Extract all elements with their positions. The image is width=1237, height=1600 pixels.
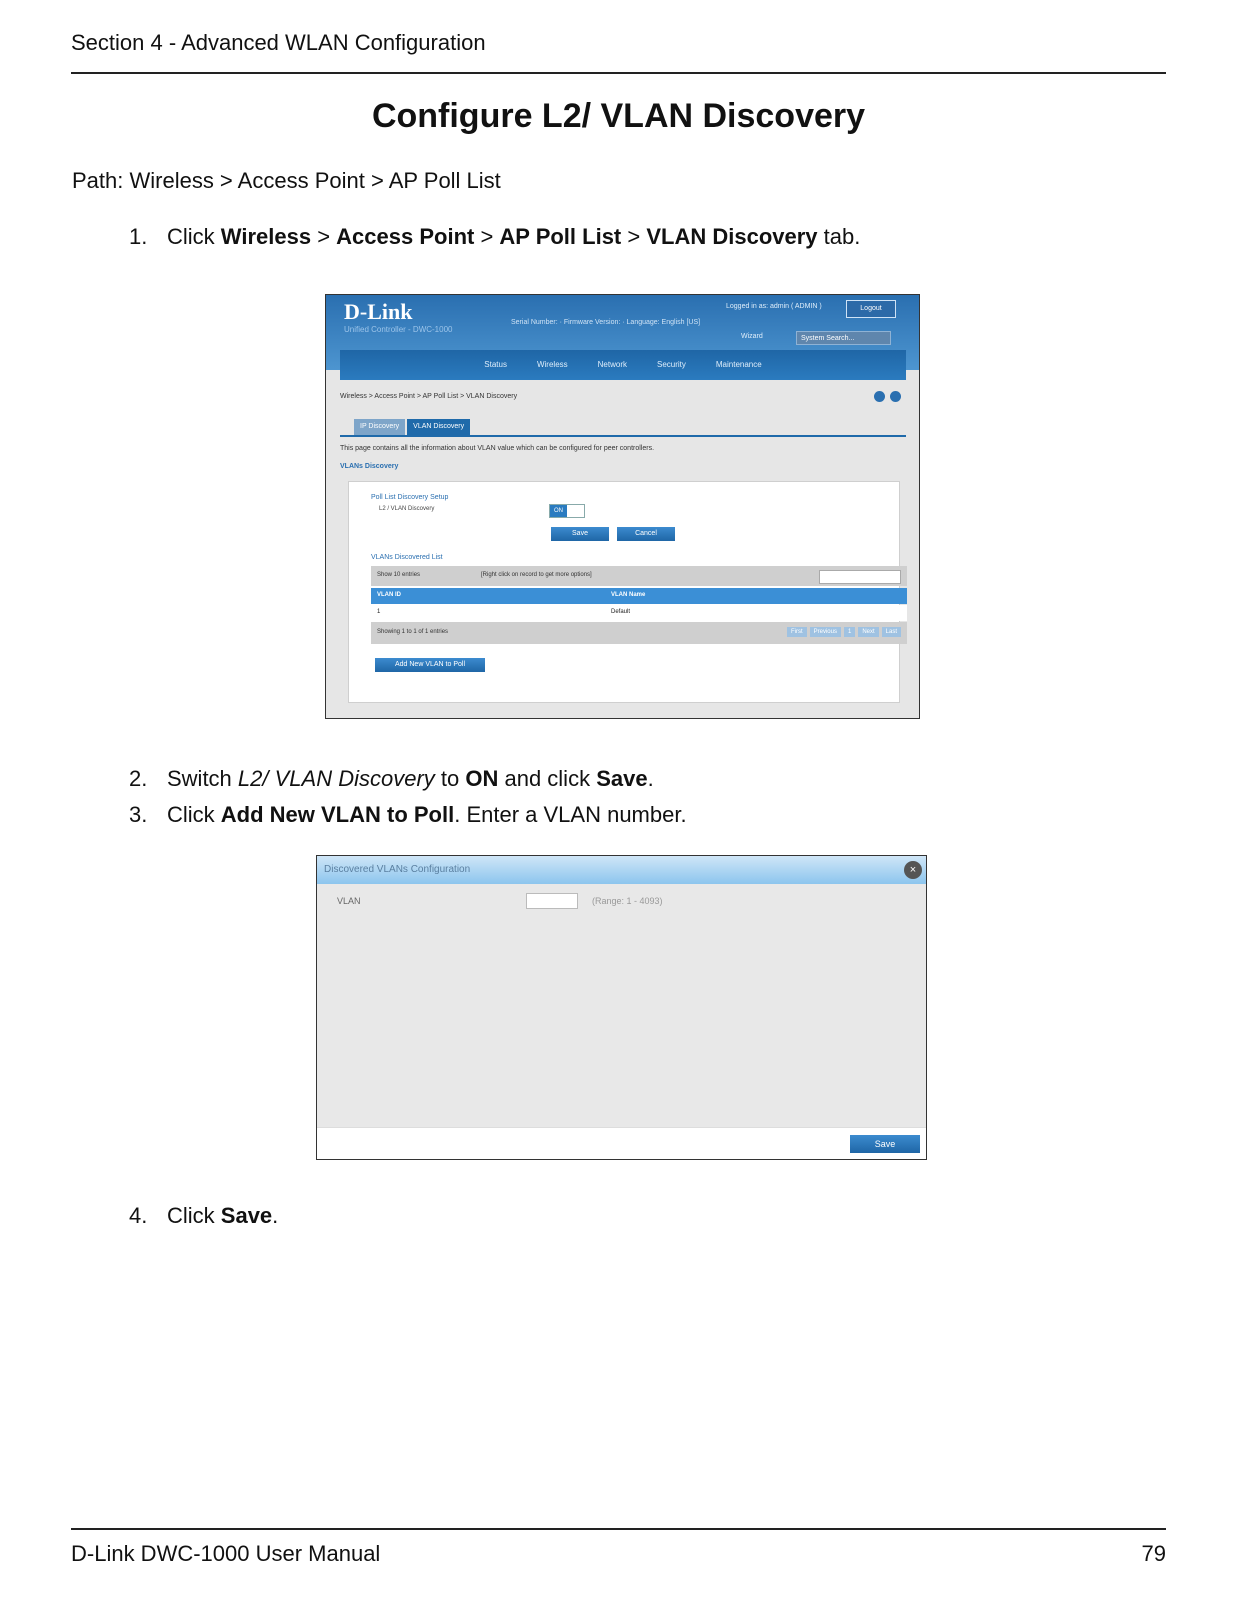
page-description: This page contains all the information about VLAN value which can be configured for peer controllers. xyxy=(340,445,655,452)
tab-vlan-discovery[interactable]: VLAN Discovery xyxy=(407,419,470,435)
header-rule xyxy=(71,72,1166,74)
nav-wireless[interactable]: Wireless xyxy=(536,360,568,369)
showing-count: Showing 1 to 1 of 1 entries xyxy=(377,629,449,635)
login-info: Logged in as: admin ( ADMIN ) xyxy=(726,303,822,310)
l2-discovery-label: L2 / VLAN Discovery xyxy=(379,506,435,512)
section-header: Section 4 - Advanced WLAN Configuration xyxy=(71,30,486,55)
manual-title: D-Link DWC-1000 User Manual xyxy=(71,1541,381,1566)
serial-info: Serial Number: · Firmware Version: · Language: English [US] xyxy=(511,319,701,326)
tab-ip-discovery[interactable]: IP Discovery xyxy=(354,419,405,435)
show-entries-select[interactable]: Show 10 entries xyxy=(377,572,421,578)
navigation-path: Path: Wireless > Access Point > AP Poll List xyxy=(72,168,501,193)
dialog-save-button[interactable]: Save xyxy=(850,1135,920,1153)
nav-network[interactable]: Network xyxy=(597,360,627,369)
wizard-link[interactable]: Wizard xyxy=(741,333,763,340)
pager-first[interactable]: First xyxy=(787,627,807,637)
system-search-input[interactable]: System Search... xyxy=(796,331,891,345)
nav-maintenance[interactable]: Maintenance xyxy=(715,360,762,369)
col-vlan-name[interactable]: VLAN Name xyxy=(611,592,646,598)
dialog-footer xyxy=(317,1127,926,1159)
dialog-title: Discovered VLANs Configuration xyxy=(324,864,471,875)
setup-title: Poll List Discovery Setup xyxy=(371,494,449,501)
logo-subtitle: Unified Controller - DWC-1000 xyxy=(344,325,453,334)
col-vlan-id[interactable]: VLAN ID xyxy=(377,592,401,598)
row-vlan-name: Default xyxy=(611,609,631,615)
step-4: 4. Click Save. xyxy=(129,1203,279,1228)
pager-previous[interactable]: Previous xyxy=(810,627,841,637)
tab-bar xyxy=(354,419,470,435)
close-icon[interactable]: × xyxy=(904,861,922,879)
vlan-discovery-screenshot xyxy=(325,294,920,719)
pager-next[interactable]: Next xyxy=(858,627,878,637)
step-1: 1. Click Wireless > Access Point > AP Poll List > VLAN Discovery tab. xyxy=(129,224,861,249)
footer-rule xyxy=(71,1528,1166,1530)
pagination xyxy=(787,627,901,637)
help-icon[interactable] xyxy=(874,391,885,402)
discovery-panel xyxy=(348,481,900,703)
row-vlan-id: 1 xyxy=(377,609,381,615)
cancel-button[interactable]: Cancel xyxy=(617,527,675,541)
table-row[interactable] xyxy=(371,605,907,621)
nav-status[interactable]: Status xyxy=(484,360,507,369)
table-footer xyxy=(371,622,907,644)
dialog-title-bar xyxy=(317,856,926,884)
step-2: 2. Switch L2/ VLAN Discovery to ON and click Save. xyxy=(129,766,654,791)
toggle-on: ON xyxy=(550,505,567,517)
table-toolbar xyxy=(371,566,907,586)
section-title: VLANs Discovery xyxy=(340,463,399,470)
save-button[interactable]: Save xyxy=(551,527,609,541)
list-title: VLANs Discovered List xyxy=(371,554,443,561)
table-search-input[interactable] xyxy=(819,570,901,584)
pager-last[interactable]: Last xyxy=(882,627,901,637)
settings-icon[interactable] xyxy=(890,391,901,402)
main-nav xyxy=(340,350,906,380)
vlan-input[interactable] xyxy=(526,893,578,909)
pager-page-1[interactable]: 1 xyxy=(844,627,855,637)
tab-underline xyxy=(340,435,906,437)
toggle-off xyxy=(567,505,584,517)
logout-button[interactable]: Logout xyxy=(846,300,896,318)
dlink-logo: D-Link xyxy=(344,299,413,324)
table-header xyxy=(371,588,907,604)
table-hint: [Right click on record to get more options] xyxy=(481,572,592,578)
nav-security[interactable]: Security xyxy=(656,360,686,369)
page-number: 79 xyxy=(1141,1541,1166,1566)
add-new-vlan-button[interactable]: Add New VLAN to Poll xyxy=(375,658,485,672)
l2-discovery-toggle[interactable] xyxy=(549,504,585,518)
vlan-label: VLAN xyxy=(337,896,361,906)
vlan-config-dialog-screenshot xyxy=(316,855,927,1160)
breadcrumb: Wireless > Access Point > AP Poll List > VLAN Discovery xyxy=(340,393,518,400)
step-3: 3. Click Add New VLAN to Poll. Enter a VLAN number. xyxy=(129,802,687,827)
vlan-range-hint: (Range: 1 - 4093) xyxy=(592,896,663,906)
page-title: Configure L2/ VLAN Discovery xyxy=(371,97,866,135)
